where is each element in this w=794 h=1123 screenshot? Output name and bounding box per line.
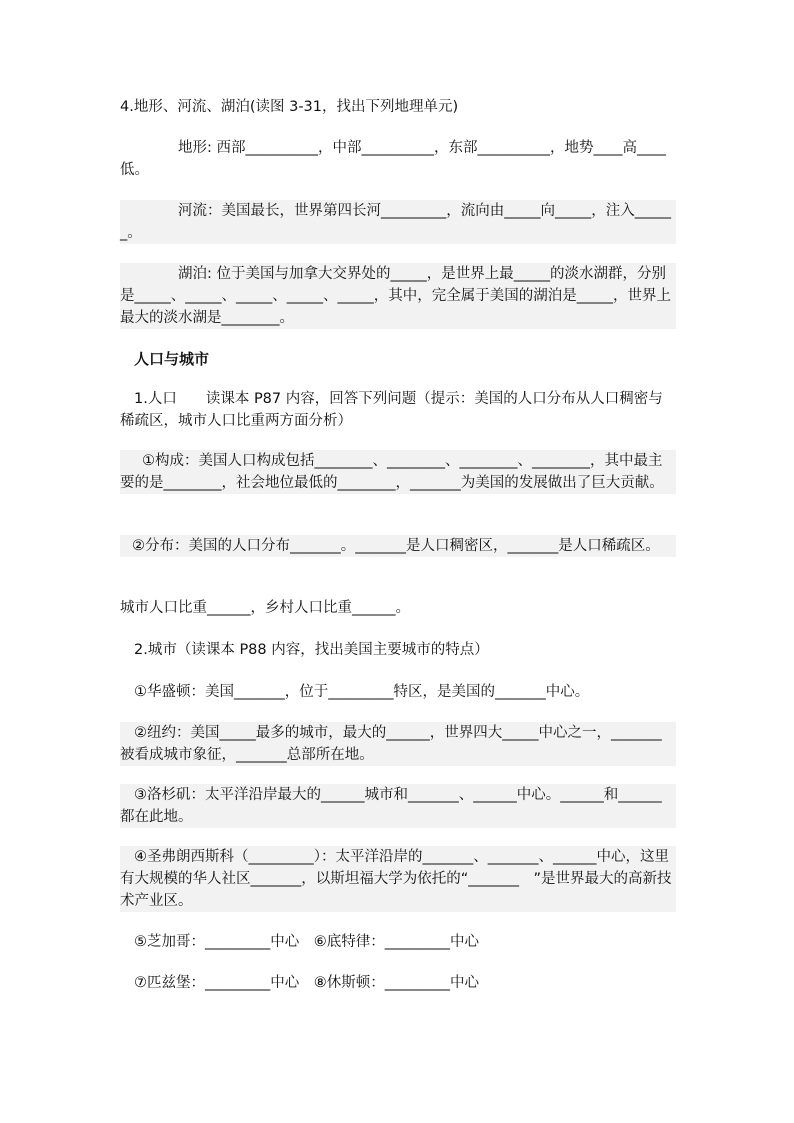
- city-new-york: ②纽约：美国_____最多的城市，最大的______，世界四大_____中心之一，_______被看成城市象征，_______总部所在地。: [120, 722, 676, 766]
- city-los-angeles: ③洛杉矶：太平洋沿岸最大的______城市和_______、______中心。______和______都在此地。: [120, 784, 676, 828]
- cities-intro: 2.城市（读课本 P88 内容，找出美国主要城市的特点）: [134, 642, 489, 658]
- rivers-paragraph: 河流：美国最长，世界第四长河_________，流向由_____向_____，注入______。: [120, 200, 676, 244]
- city-chicago-detroit: ⑤芝加哥：_________中心 ⑥底特律：_________中心: [134, 934, 479, 950]
- population-distribution: ②分布：美国的人口分布_______。_______是人口稠密区，_______是人口稀疏区。: [120, 535, 676, 557]
- city-washington: ①华盛顿：美国_______，位于_________特区，是美国的_______中心。: [134, 684, 590, 700]
- lakes-paragraph: 湖泊: 位于美国与加拿大交界处的_____，是世界上最_____的淡水湖群，分别是_____、_____、_____、_____、_____，其中，完全属于美国的湖泊是_____，世界上最大的淡水湖是________。: [120, 263, 676, 329]
- population-composition: ①构成：美国人口构成包括________、________、________、________，其中最主要的是________，社会地位最低的________，_______为美国的发展做出了巨大贡献。: [120, 450, 676, 494]
- population-intro: 1.人口 读课本 P87 内容，回答下列问题（提示：美国的人口分布从人口稠密与稀疏区，城市人口比重两方面分析）: [120, 391, 663, 429]
- terrain-paragraph: 地形: 西部__________，中部__________，东部__________，地势____高____低。: [120, 140, 666, 178]
- city-pittsburgh-houston: ⑦匹兹堡：_________中心 ⑧休斯顿：_________中心: [134, 975, 479, 991]
- population-cities-heading: 人口与城市: [134, 350, 210, 368]
- city-san-francisco: ④圣弗朗西斯科（_________）：太平洋沿岸的_______、_______、______中心，这里有大规模的华人社区_______，以斯坦福大学为依托的“_______ ”是世界最大的高新技术产业区。: [120, 846, 676, 912]
- urban-rural-ratio: 城市人口比重______，乡村人口比重______。: [120, 600, 410, 616]
- terrain-rivers-lakes-heading: 4.地形、河流、湖泊(读图 3-31，找出下列地理单元): [120, 99, 459, 115]
